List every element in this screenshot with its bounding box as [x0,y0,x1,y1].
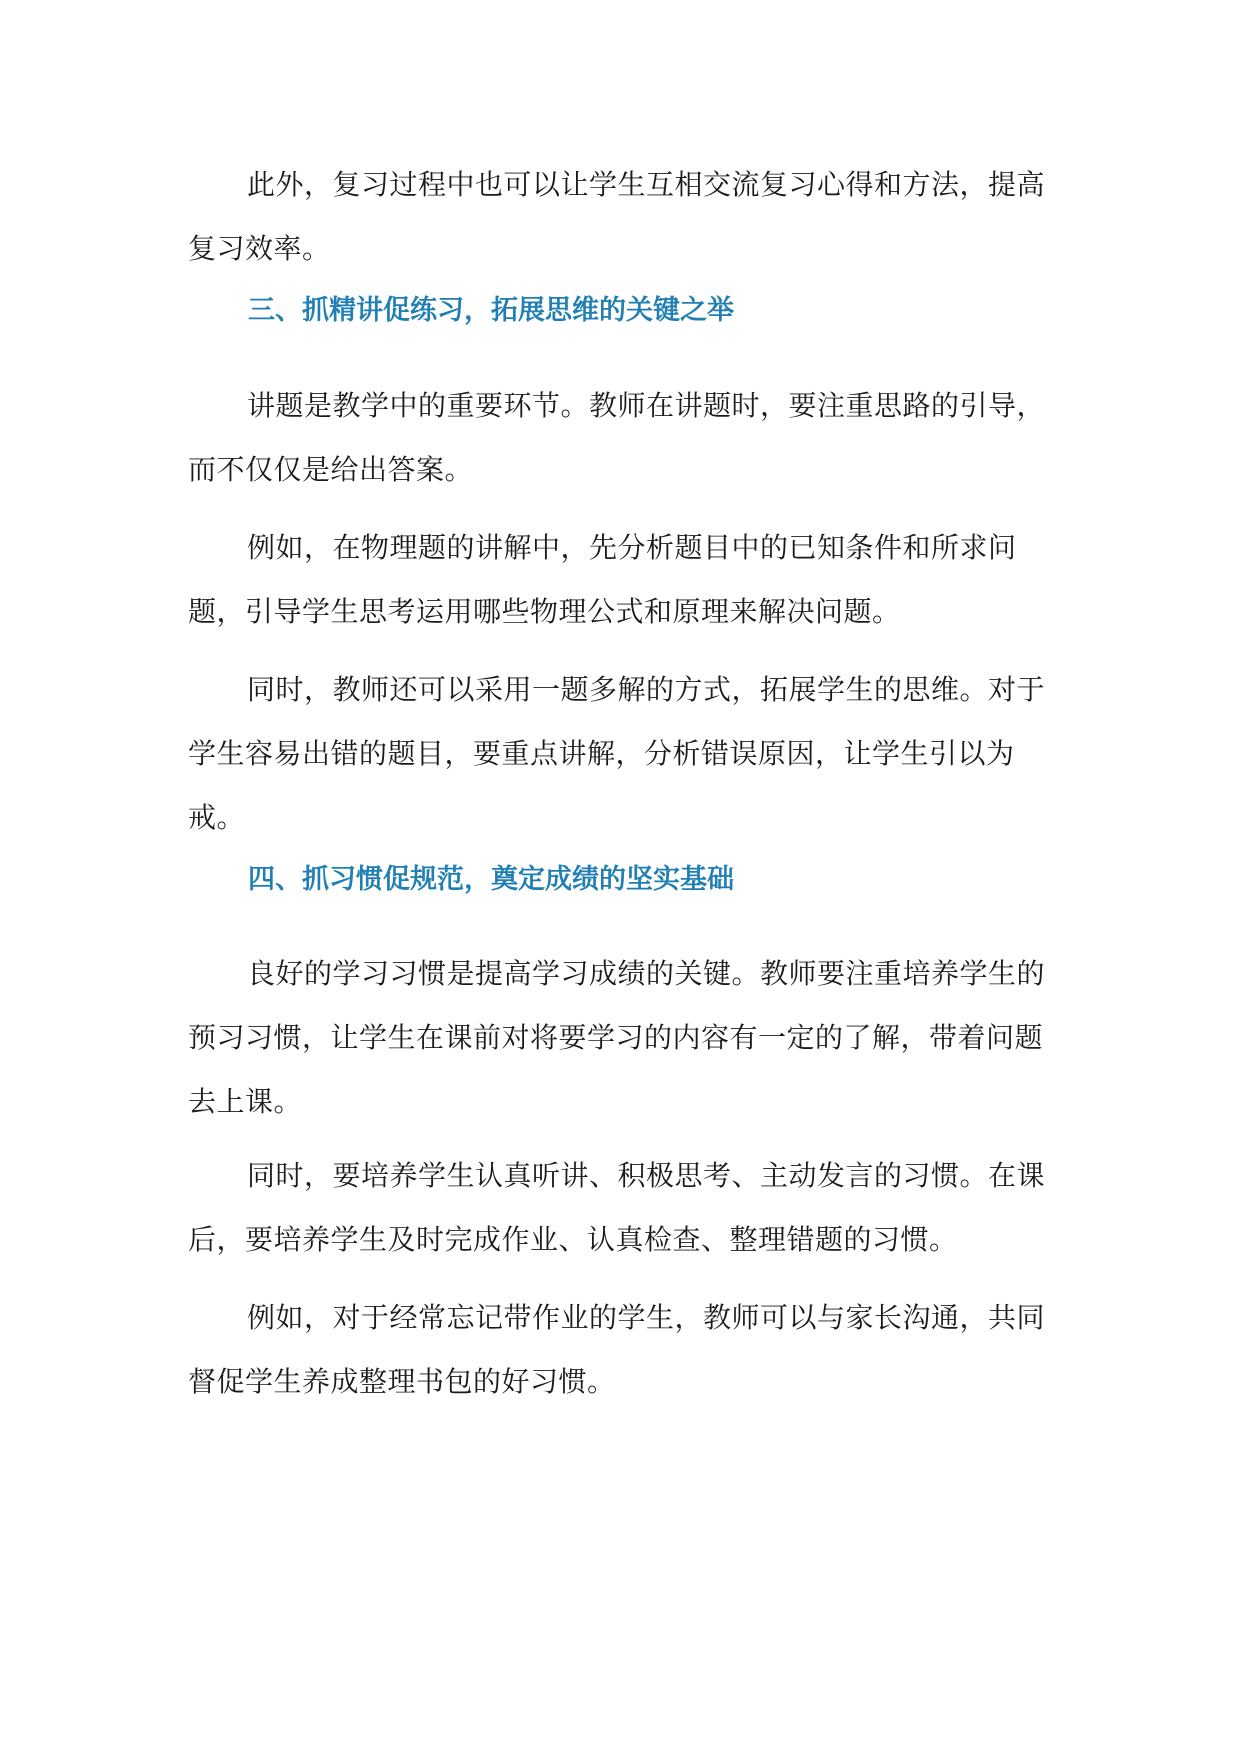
paragraph-review-exchange: 此外，复习过程中也可以让学生互相交流复习心得和方法，提高复习效率。 [188,168,1046,265]
paragraph-multiple-solutions: 同时，教师还可以采用一题多解的方式，拓展学生的思维。对于学生容易出错的题目，要重点讲解，分析错误原因，让学生引以为戒。 [188,673,1046,834]
paragraph-explaining-problems: 讲题是教学中的重要环节。教师在讲题时，要注重思路的引导，而不仅仅是给出答案。 [188,389,1046,486]
paragraph-physics-example: 例如，在物理题的讲解中，先分析题目中的已知条件和所求问题，引导学生思考运用哪些物理公式和原理来解决问题。 [188,531,1017,628]
section-heading-4: 四、抓习惯促规范，奠定成绩的坚实基础 [248,864,734,895]
section-heading-3: 三、抓精讲促练习，拓展思维的关键之举 [248,295,734,326]
paragraph-classroom-habits: 同时，要培养学生认真听讲、积极思考、主动发言的习惯。在课后，要培养学生及时完成作业、认真检查、整理错题的习惯。 [188,1159,1046,1256]
paragraph-homework-example: 例如，对于经常忘记带作业的学生，教师可以与家长沟通，共同督促学生养成整理书包的好习惯。 [188,1301,1046,1398]
paragraph-study-habits: 良好的学习习惯是提高学习成绩的关键。教师要注重培养学生的预习习惯，让学生在课前对将要学习的内容有一定的了解，带着问题去上课。 [188,957,1046,1118]
